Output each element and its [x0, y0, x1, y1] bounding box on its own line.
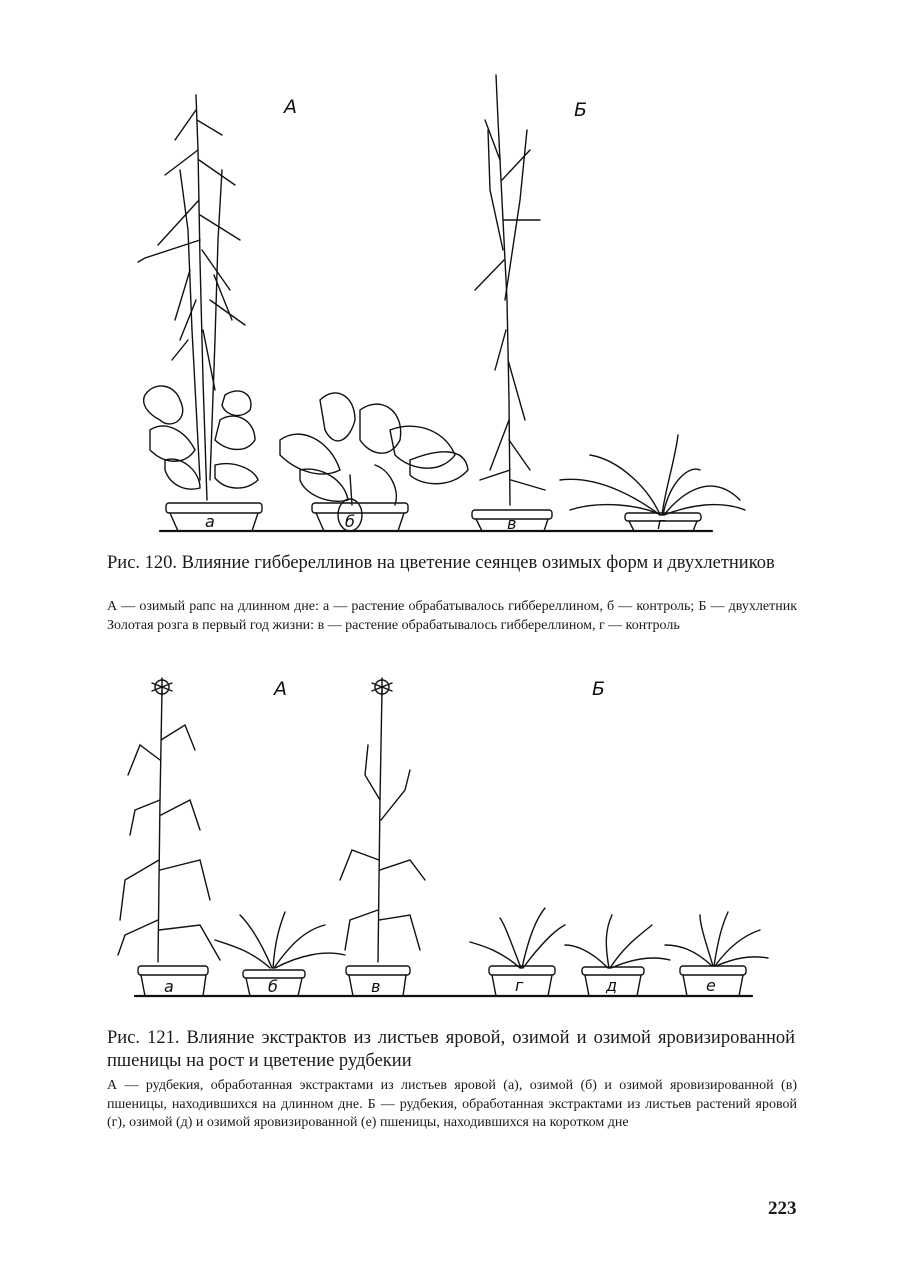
- plant-g-rosette: [470, 908, 565, 968]
- figure-120-legend: А — озимый рапс на длинном дне: а — растение обрабатывалось гиббереллином, б — контроль; Б — двухлетник Золотая розга в первый год жизни: в — растение обрабатывалось гиббереллином, г — контроль: [107, 599, 797, 633]
- plant-d-rosette: [565, 915, 670, 968]
- pot-label-g: г: [515, 976, 524, 995]
- page-number: 223: [768, 1198, 797, 1219]
- pot-label-b: б: [268, 977, 278, 996]
- figure-121-panel-label-b: Б: [592, 678, 606, 700]
- pot-label-b: б: [345, 512, 355, 531]
- figure-121-title: Рис. 121. Влияние экстрактов из листьев яровой, озимой и озимой яровизированной пшеницы на рост и цветение рудбекии: [107, 1028, 795, 1071]
- plant-b-rosette: [215, 912, 345, 968]
- figure-121-legend: А — рудбекия, обработанная экстрактами из листьев яровой (а), озимой (б) и озимой яровизированной (в) пшеницы, находившихся на длинном дне. Б — рудбекия, обработанная экстрактами из листьев растений яровой (г), озимой (д) и озимой яровизированной (е) пшеницы, находившихся на коротком дне: [107, 1078, 797, 1130]
- figure-120-panel-label-a: А: [284, 96, 297, 118]
- figure-120-title: Рис. 120. Влияние гиббереллинов на цветение сеянцев озимых форм и двухлетников: [107, 553, 775, 573]
- pot-label-g: г: [657, 514, 666, 533]
- figure-121-panel-label-a: А: [274, 678, 287, 700]
- plant-e-rosette: [665, 912, 768, 966]
- figure-120-panel-label-b: Б: [574, 99, 588, 121]
- pot-label-v: в: [371, 977, 381, 996]
- pot-label-e: е: [706, 976, 716, 995]
- plant-a-rudbeckia-flowering: [118, 678, 220, 962]
- plant-v-rudbeckia-flowering: [340, 678, 425, 962]
- pot-label-a: а: [205, 512, 215, 531]
- pot-label-a: а: [164, 977, 174, 996]
- pot-label-v: в: [507, 514, 517, 533]
- pot-label-d: д: [606, 976, 618, 995]
